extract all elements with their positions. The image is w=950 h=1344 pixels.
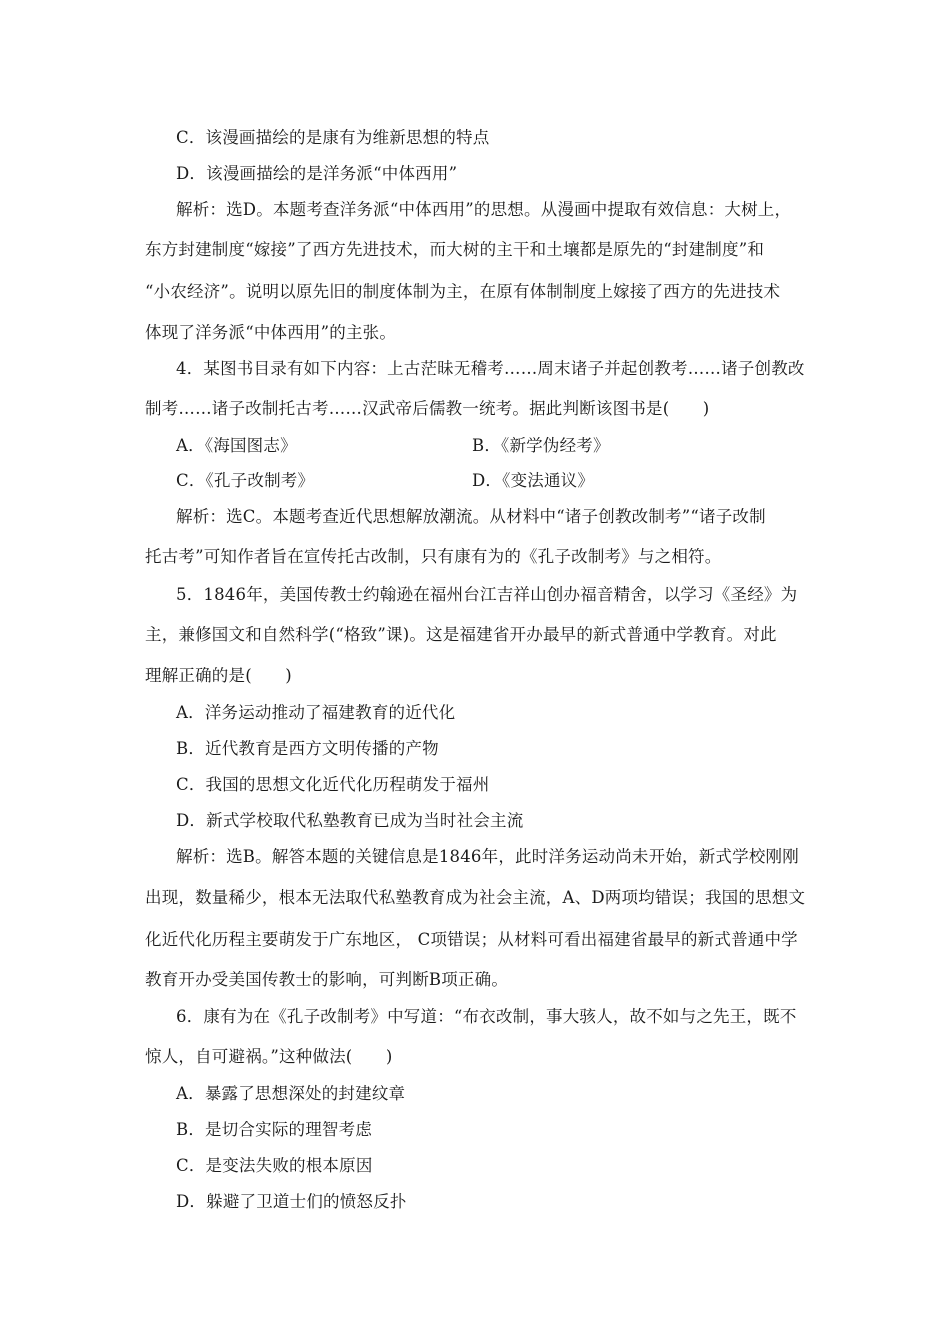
q6-option-d: D．躲避了卫道士们的愤怒反扑 (176, 1192, 407, 1211)
q5-stem-line-1: 5．1846年，美国传教士约翰逊在福州台江吉祥山创办福音精舍，以学习《圣经》为 (176, 585, 798, 604)
q3-analysis-line-1: 解析：选D。本题考查洋务派“中体西用”的思想。从漫画中提取有效信息：大树上， (176, 200, 792, 219)
q3-analysis-line-3: “小农经济”。说明以原先旧的制度体制为主，在原有体制制度上嫁接了西方的先进技术 (145, 282, 781, 301)
q5-stem-line-3: 理解正确的是( ) (145, 666, 292, 685)
q3-analysis-line-2: 东方封建制度“嫁接”了西方先进技术，而大树的主干和土壤都是原先的“封建制度”和 (145, 240, 765, 259)
q4-option-d: D．《变法通议》 (472, 471, 595, 490)
q4-analysis-line-2: 托古考”可知作者旨在宣传托古改制，只有康有为的《孔子改制考》与之相符。 (145, 547, 722, 566)
q4-stem-line-2: 制考……诸子改制托古考……汉武帝后儒教一统考。据此判断该图书是( ) (145, 399, 710, 418)
q5-stem-line-2: 主，兼修国文和自然科学(“格致”课)。这是福建省开办最早的新式普通中学教育。对此 (145, 625, 777, 644)
q6-option-c: C．是变法失败的根本原因 (176, 1156, 373, 1175)
q4-analysis-line-1: 解析：选C。本题考查近代思想解放潮流。从材料中“诸子创教改制考”“诸子改制 (176, 507, 766, 526)
q6-option-b: B．是切合实际的理智考虑 (176, 1120, 373, 1139)
q4-stem-line-1: 4．某图书目录有如下内容：上古茫昧无稽考……周末诸子并起创教考……诸子创教改 (176, 359, 805, 378)
q6-stem-line-1: 6．康有为在《孔子改制考》中写道：“布衣改制，事大骇人，故不如与之先王，既不 (176, 1007, 797, 1026)
q6-option-a: A．暴露了思想深处的封建纹章 (176, 1084, 406, 1103)
q3-option-d: D．该漫画描绘的是洋务派“中体西用” (176, 164, 458, 183)
q6-stem-line-2: 惊人，自可避祸。”这种做法( ) (145, 1047, 393, 1066)
q3-analysis-line-4: 体现了洋务派“中体西用”的主张。 (145, 323, 397, 342)
q4-option-a: A．《海国图志》 (176, 436, 297, 455)
q4-option-c: C．《孔子改制考》 (176, 471, 315, 490)
q5-analysis-line-2: 出现，数量稀少，根本无法取代私塾教育成为社会主流，A、D两项均错误；我国的思想文 (145, 888, 806, 907)
q5-option-d: D．新式学校取代私塾教育已成为当时社会主流 (176, 811, 524, 830)
q5-analysis-line-3: 化近代化历程主要萌发于广东地区， C项错误；从材料可看出福建省最早的新式普通中学 (145, 930, 798, 949)
q5-option-a: A．洋务运动推动了福建教育的近代化 (176, 703, 456, 722)
q4-option-b: B．《新学伪经考》 (472, 436, 610, 455)
q5-analysis-line-1: 解析：选B。解答本题的关键信息是1846年，此时洋务运动尚未开始，新式学校刚刚 (176, 847, 799, 866)
q5-option-c: C．我国的思想文化近代化历程萌发于福州 (176, 775, 490, 794)
q5-option-b: B．近代教育是西方文明传播的产物 (176, 739, 439, 758)
q3-option-c: C．该漫画描绘的是康有为维新思想的特点 (176, 128, 490, 147)
q5-analysis-line-4: 教育开办受美国传教士的影响，可判断B项正确。 (145, 970, 509, 989)
